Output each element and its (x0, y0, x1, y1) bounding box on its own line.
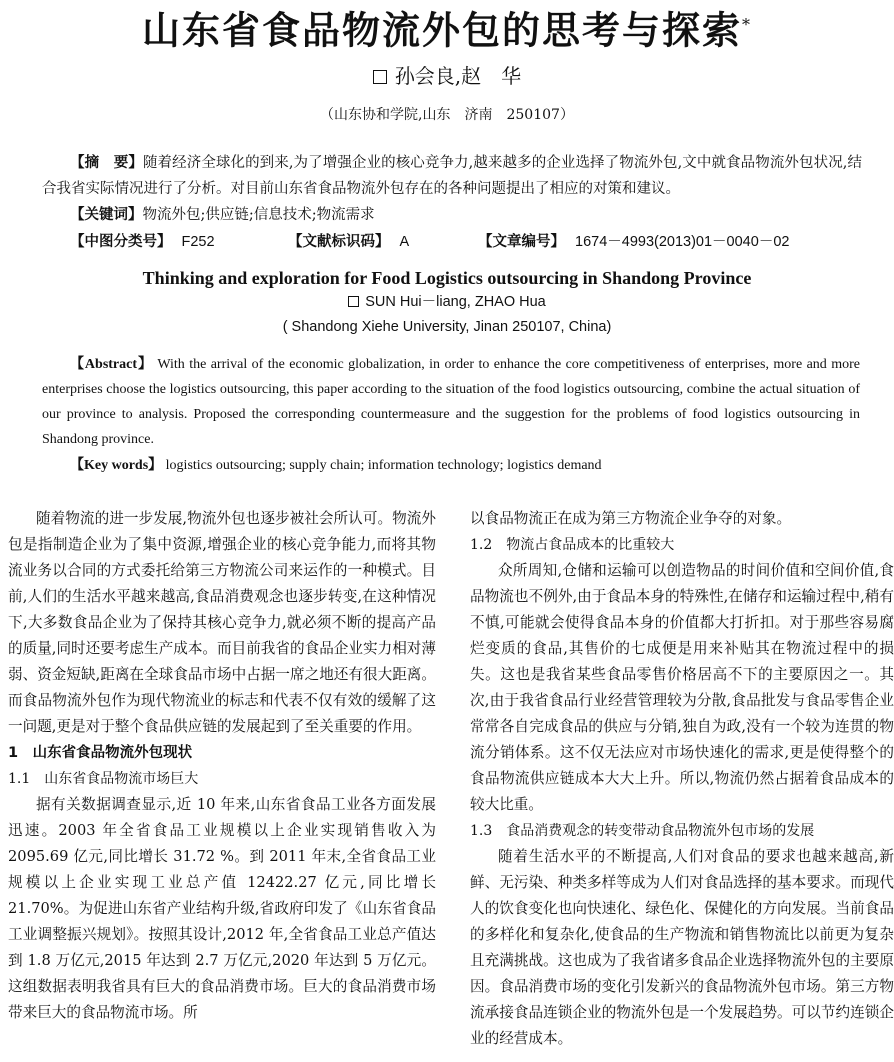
section-1-3-paragraph: 随着生活水平的不断提高,人们对食品的要求也越来越高,新鲜、无污染、种类多样等成为人们对食品选择的基本要求。而现代人的饮食变化也向快速化、绿色化、保健化的方向发展。当前食品的多样化和复杂化,使食品的生产物流和销售物流比以前更为复杂且充满挑战。这也成为了我省诸多食品企业选择物流外包的主要原因。食品消费市场的变化引发新兴的食品物流外包市场。第三方物流承接食品连锁企业的物流外包是一个发展趋势。可以节约连锁企业的经营成本。 (470, 848, 894, 1047)
authors-cn: 孙会良,赵 华 (0, 62, 894, 90)
english-authors: SUN Hui－liang, ZHAO Hua (0, 291, 894, 313)
keywords-cn-label: 【关键词】 (70, 207, 143, 223)
section-1-2-paragraph: 众所周知,仓储和运输可以创造物品的时间价值和空间价值,食品物流也不例外,由于食品本身的特殊性,在储存和运输过程中,稍有不慎,可能就会使得食品本身的价值都大打折扣。对于那些容易腐烂变质的食品,其售价的七成便是用来补贴其在物流过程中的损失。这也是我省某些食品零售价格居高不下的主要原因之一。其次,由于我省食品行业经营管理较为分散,食品批发与食品零售企业常常各自完成食品的供应与分销,独自为政,没有一个较为连贯的物流分销体系。这不仅无法应对市场快速化的需求,更是使得整个的食品物流供应链成本大大上升。所以,物流仍然占据着食品成本的较大比重。 (470, 562, 894, 813)
title-footnote-mark: * (742, 15, 752, 34)
abstract-cn-text: 随着经济全球化的到来,为了增强企业的核心竞争力,越来越多的企业选择了物流外包,文中就食品物流外包状况,结合我省实际情况进行了分析。对目前山东省食品物流外包存在的各种问题提出了相应的对策和建议。 (42, 155, 862, 197)
author-box-icon (348, 296, 359, 307)
article-number: 【文章编号】 1674－4993(2013)01－0040－02 (478, 234, 790, 250)
clc-number: 【中图分类号】 F252 (70, 234, 215, 250)
english-abstract-text: With the arrival of the economic globalization, in order to enhance the core competitiveness of enterprises, more and more enterprises choose the logistics outsourcing, this paper according to the situation of the food logistics outsourcing, combine the actual situation of our province to analysis. Proposed the corresponding countermeasure and the suggestion for the problems of food logistics outsourcing in Shandong province. (42, 357, 860, 447)
section-1-1-paragraph: 据有关数据调查显示,近 10 年来,山东省食品工业各方面发展迅速。2003 年全省食品工业规模以上企业实现销售收入为 2095.69 亿元,同比增长 31.72 %。到 2011 年末,全省食品工业规模以上企业实现工业总产值 12422.27 亿元,同比增长 21.70%。为促进山东省产业结构升级,省政府印发了《山东省食品工业调整振兴规划》。按照其设计,2012 年,全省食品工业总产值达到 1.8 万亿元,2015 年达到 2.7 万亿元,2020 年达到 5 万亿元。这组数据表明我省具有巨大的食品消费市场。巨大的食品消费市场带来巨大的食品物流市场。所 (8, 796, 436, 1021)
section-1-heading: 1 山东省食品物流外包现状 (8, 745, 193, 761)
keywords-cn (70, 203, 870, 227)
affiliation-cn: （山东协和学院,山东 济南 250107） (320, 107, 574, 123)
article-title: 山东省食品物流外包的思考与探索* (141, 7, 752, 53)
body-left-column (8, 506, 436, 1026)
english-title: Thinking and exploration for Food Logistics outsourcing in Shandong Province (142, 268, 752, 288)
english-affiliation: ( Shandong Xiehe University, Jinan 250107, China) (282, 319, 612, 335)
section-1-1-heading: 1.1 山东省食品物流市场巨大 (8, 771, 199, 787)
document-code: 【文献标识码】 A (288, 234, 410, 250)
body-right-column (470, 506, 894, 1052)
english-abstract (42, 352, 860, 452)
author-box-icon (373, 70, 387, 84)
english-abstract-label: 【Abstract】 (70, 357, 153, 372)
intro-paragraph: 随着物流的进一步发展,物流外包也逐步被社会所认可。物流外包是指制造企业为了集中资源,增强企业的核心竞争能力,而将其物流业务以合同的方式委托给第三方物流公司来运作的一种模式。目前,人们的生活水平越来越高,食品消费观念也逐步转变,在这种情况下,大多数食品企业为了保持其核心竞争力,就必须不断的提高产品的质量,同时还要考虑生产成本。而目前我省的食品企业实力相对薄弱、资金短缺,距离在全球食品市场中占据一席之地还有很大距离。而食品物流外包作为现代物流业的标志和代表不仅有效的缓解了这一问题,更是对于整个食品供应链的发展起到了至关重要的作用。 (8, 510, 436, 735)
abstract-cn (42, 150, 862, 202)
english-keywords-text: logistics outsourcing; supply chain; information technology; logistics demand (165, 458, 602, 473)
english-keywords (70, 454, 860, 478)
english-keywords-label: 【Key words】 (70, 458, 163, 473)
keywords-cn-text: 物流外包;供应链;信息技术;物流需求 (142, 207, 375, 223)
abstract-cn-label: 【摘 要】 (70, 155, 143, 171)
section-1-3-heading: 1.3 食品消费观念的转变带动食品物流外包市场的发展 (470, 823, 815, 839)
section-1-2-heading: 1.2 物流占食品成本的比重较大 (470, 537, 675, 553)
continued-paragraph: 以食品物流正在成为第三方物流企业争夺的对象。 (470, 510, 792, 527)
